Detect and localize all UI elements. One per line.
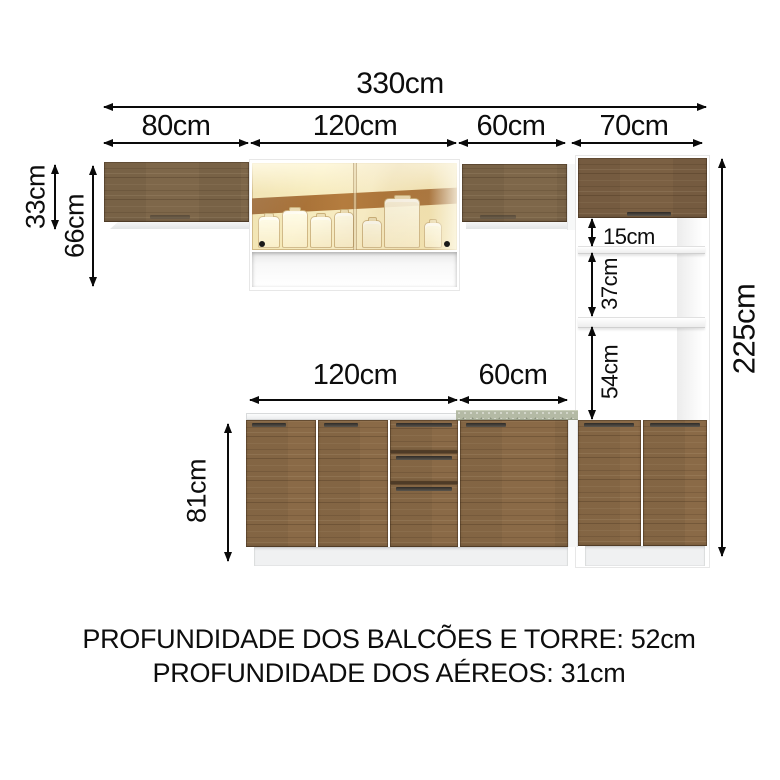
dim-base-60-arrow: [460, 399, 567, 401]
tower-base-door-right-handle: [650, 423, 700, 427]
dim-total-width-label: 330cm: [356, 67, 444, 100]
glass-door-divider: [353, 163, 357, 250]
glass-cabinet-120: [249, 159, 460, 291]
upper-cabinet-80-door: [104, 162, 249, 222]
glass-door-knob-left: [259, 241, 265, 247]
tower-shelf-2: [578, 317, 705, 328]
base-door-60-handle: [466, 423, 506, 427]
dim-upper-height-arrow: [54, 165, 56, 229]
upper-cabinet-60-bottom-panel: [466, 222, 567, 229]
dim-base-60-label: 60cm: [478, 359, 548, 391]
upper-cabinet-80-handle: [150, 215, 190, 219]
dim-niche-37-label: 37cm: [597, 258, 622, 310]
dim-section-70-label: 70cm: [599, 110, 669, 142]
dim-total-height-arrow: [721, 159, 723, 556]
base-door-1: [246, 420, 316, 547]
dim-base-120-label: 120cm: [312, 359, 398, 391]
dim-niche-54-label: 54cm: [596, 344, 623, 400]
dim-section-120-arrow: [251, 142, 456, 144]
tower-top-door-handle: [627, 212, 671, 216]
tower-base-door-left: [578, 420, 641, 546]
tower-base-door-right: [643, 420, 707, 546]
glass-door-knob-right: [444, 241, 450, 247]
drawer-3: [390, 484, 458, 547]
dim-total-height-label: 225cm: [726, 283, 762, 375]
base-plinth: [254, 547, 568, 566]
tower-base-door-left-handle: [584, 423, 634, 427]
open-niche-shelf: [252, 252, 457, 287]
tall-tower: [575, 155, 710, 568]
dim-base-120-arrow: [250, 399, 457, 401]
base-door-1-handle: [252, 423, 286, 427]
base-door-2-handle: [324, 423, 358, 427]
dim-section-80-arrow: [104, 142, 248, 144]
dim-base-height-label: 81cm: [181, 458, 212, 524]
glass-cabinet-doors: [252, 163, 457, 250]
depth-note-wall-cabinets: PROFUNDIDADE DOS AÉREOS: 31cm: [152, 658, 626, 688]
dim-base-height-arrow: [227, 424, 229, 561]
base-door-2: [318, 420, 388, 547]
dim-glass-height-arrow: [92, 166, 94, 286]
dim-section-70-arrow: [572, 142, 702, 144]
base-countertop-white: [246, 413, 458, 420]
upper-cabinet-60-door: [462, 164, 567, 222]
drawer-3-handle: [396, 487, 452, 491]
tower-side-panel: [568, 420, 578, 547]
tower-plinth: [585, 546, 705, 566]
dim-upper-height-label: 33cm: [20, 164, 51, 230]
dim-total-width-arrow: [104, 106, 706, 108]
drawer-2-handle: [396, 456, 452, 460]
dim-section-60-label: 60cm: [476, 110, 546, 142]
base-door-60: [460, 420, 568, 547]
dim-niche-15-arrow: [591, 219, 593, 246]
dim-section-80-label: 80cm: [141, 110, 211, 142]
dim-niche-54-arrow: [591, 327, 593, 419]
dim-niche-15-label: 15cm: [603, 224, 655, 249]
upper-cabinet-60-side-panel: [567, 164, 575, 230]
dim-section-120-label: 120cm: [312, 110, 398, 142]
dim-niche-37-arrow: [591, 253, 593, 316]
dim-glass-height-label: 66cm: [59, 193, 90, 259]
depth-note-counters: PROFUNDIDADE DOS BALCÕES E TORRE: 52cm: [82, 624, 696, 654]
upper-cabinet-60-handle: [480, 215, 516, 219]
drawer-1-handle: [396, 423, 452, 427]
dim-section-60-arrow: [459, 142, 565, 144]
base-drawer-stack: [390, 420, 458, 547]
tower-top-door: [578, 158, 707, 218]
upper-cabinet-80-bottom-panel: [110, 222, 249, 229]
